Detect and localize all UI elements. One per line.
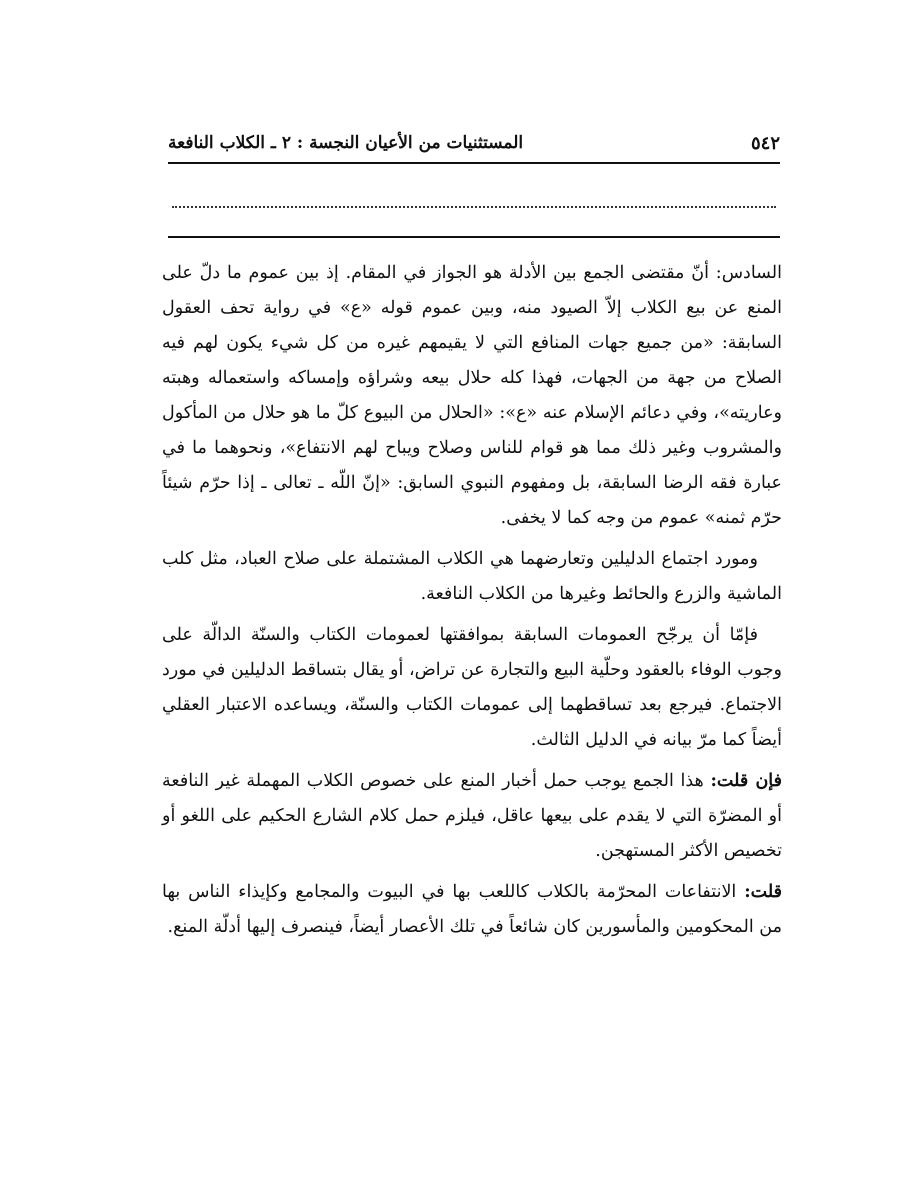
paragraph-3-text: فإمّا أن يرجّح العمومات السابقة بموافقتها لعمومات الكتاب والسنّة الدالّة على وجوب الوفاء بالعقود وحلّية البيع والتجارة عن تراض، أو يقال بتساقط الدليلين في مورد الاجتماع. فيرجع بعد تساقطهما إلى عمومات الكتاب والسنّة، ويساعده الاعتبار العقلي أيضاً كما مرّ بيانه في الدليل الثالث. (162, 625, 782, 750)
paragraph-5-text: الانتفاعات المحرّمة بالكلاب كاللعب بها في البيوت والمجامع وكإيذاء الناس بها من المحكومين والمأسورين كان شائعاً في تلك الأعصار أيضاً، فينصرف إليها أدلّة المنع. (162, 882, 782, 937)
paragraph-1 (162, 256, 782, 536)
paragraph-4-text: هذا الجمع يوجب حمل أخبار المنع على خصوص الكلاب المهملة غير النافعة أو المضرّة التي لا يقدم على بيعها عاقل، فيلزم حمل كلام الشارع الحكيم على اللغو أو تخصيص الأكثر المستهجن. (162, 771, 782, 861)
paragraph-5-lead: قلت: (744, 882, 782, 902)
paragraph-1-text: السادس: أنّ مقتضى الجمع بين الأدلة هو الجواز في المقام. إذ بين عموم ما دلّ على المنع عن بيع الكلاب إلاّ الصيود منه، وبين عموم قوله «ع» في رواية تحف العقول السابقة: «من جميع جهات المنافع التي لا يقيمهم غيره من كل شيء يكون لهم فيه الصلاح من جهة من الجهات، فهذا كله حلال بيعه وشراؤه وإمساكه واستعماله وهبته وعاريته»، وفي دعائم الإسلام عنه «ع»: «الحلال من البيوع كلّ ما هو حلال من المأكول والمشروب وغير ذلك مما هو قوام للناس وصلاح ويباح لهم الانتفاع»، ونحوهما ما في عبارة فقه الرضا السابقة، بل ومفهوم النبوي السابق: «إنّ اللّه ـ تعالى ـ إذا حرّم شيئاً حرّم ثمنه» عموم من وجه كما لا يخفى. (162, 263, 782, 528)
page-header (168, 128, 780, 158)
header-rule (168, 162, 780, 164)
paragraph-4 (162, 764, 782, 869)
paragraph-4-lead: فإن قلت: (710, 771, 782, 791)
dotted-line (172, 192, 776, 208)
separator-rule (168, 236, 780, 238)
paragraph-5 (162, 875, 782, 945)
paragraph-2 (162, 542, 782, 612)
paragraph-3 (162, 618, 782, 758)
body-text (162, 256, 782, 951)
running-title: المستثنيات من الأعيان النجسة : ٢ ـ الكلاب النافعة (168, 133, 524, 153)
paragraph-2-text: ومورد اجتماع الدليلين وتعارضهما هي الكلاب المشتملة على صلاح العباد، مثل كلب الماشية والزرع والحائط وغيرها من الكلاب النافعة. (162, 549, 782, 604)
page-number: ٥٤٢ (750, 132, 780, 154)
